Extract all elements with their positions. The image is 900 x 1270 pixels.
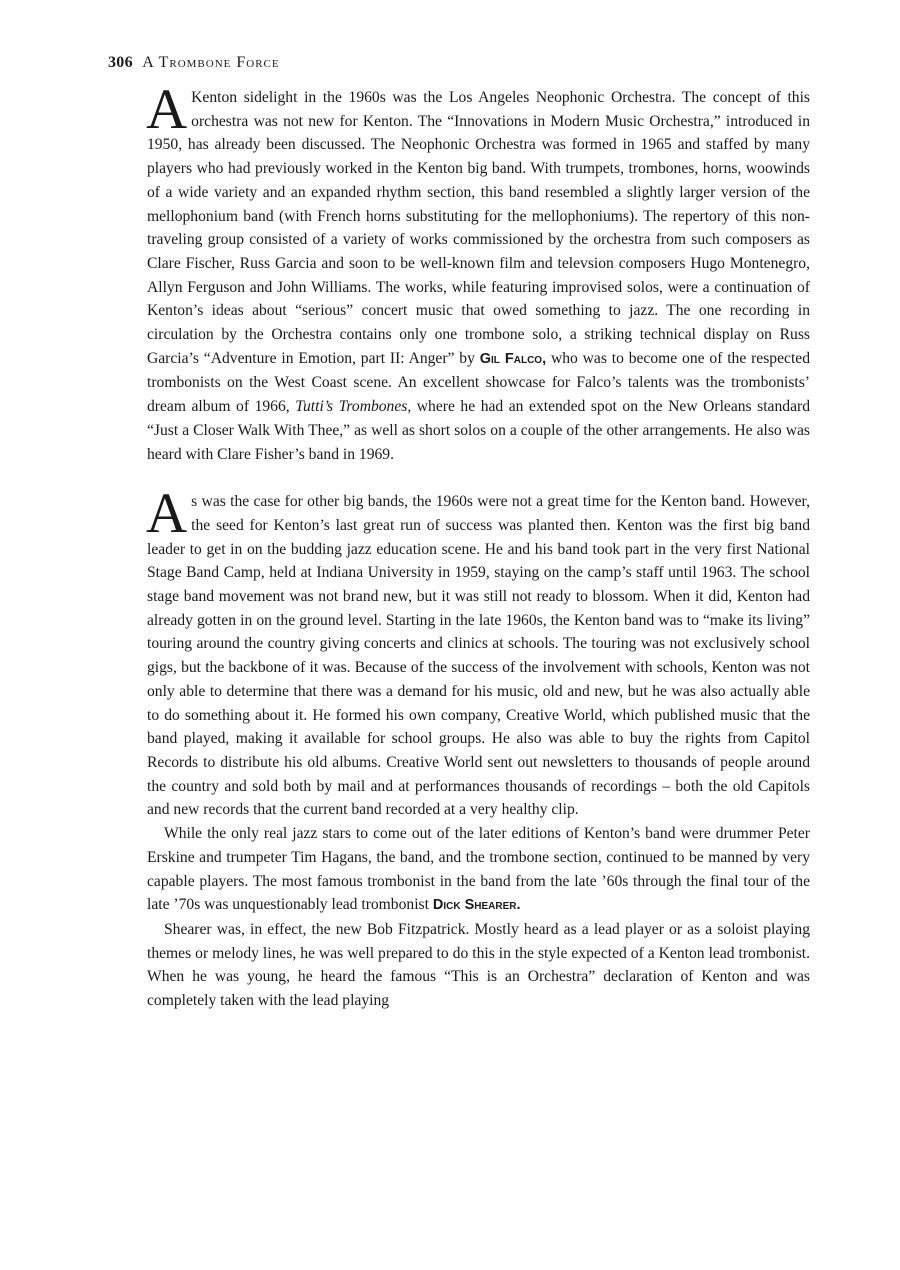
drop-cap: A bbox=[146, 482, 188, 546]
paragraph-later-editions bbox=[147, 822, 810, 918]
paragraph-text: Kenton sidelight in the 1960s was the Los Angeles Neophonic Orchestra. The concept of this orchestra was not new for Kenton. The “Innovations in Modern Music Orchestra,” introduced in 1950, has already been discussed. The Neophonic Orchestra was formed in 1965 and staffed by many players who had previously worked in the Kenton big band. With trumpets, trombones, horns, woowinds of a wide variety and an expanded rhythm section, this band resembled a slightly larger version of the mellophonium band (with French horns substituting for the mellophoniums). The repertory of this non-traveling group consisted of a variety of works commissioned by the orchestra from such composers as Clare Fischer, Russ Garcia and soon to be well-known film and televsion composers Hugo Montenegro, Allyn Ferguson and John Williams. The works, while featuring improvised solos, were a continuation of Kenton’s ideas about “serious” concert music that owed something to jazz. The one recording in circulation by the Orchestra contains only one trombone solo, a striking technical display on Russ Garcia’s “Adventure in Emotion, part II: Anger” by bbox=[147, 89, 810, 367]
paragraph-text: Shearer was, in effect, the new Bob Fitzpatrick. Mostly heard as a lead player or as a soloist playing themes or melody lines, he was well prepared to do this in the style expected of a Kenton lead trombonist. When he was young, he heard the famous “This is an Orchestra” declaration of Kenton and was completely taken with the lead playing bbox=[147, 920, 810, 1010]
album-title: Tutti’s Trombones, bbox=[295, 398, 412, 416]
running-head bbox=[108, 54, 280, 72]
person-name: Gil Falco, bbox=[479, 350, 547, 367]
paragraph-text: While the only real jazz stars to come out of the later editions of Kenton’s band were drummer Peter Erskine and trumpeter Tim Hagans, the band, and the trombone section, continued to be manned by very capable players. The most famous trombonist in the band from the late ’60s through the final tour of the late ’70s was unquestionably lead trombonist bbox=[147, 825, 810, 914]
running-title: A Trombone Force bbox=[142, 54, 280, 71]
body-text bbox=[146, 78, 810, 1013]
paragraph-gap bbox=[147, 466, 810, 490]
paragraph-education bbox=[146, 482, 810, 822]
paragraph-neophonic bbox=[146, 78, 810, 466]
paragraph-shearer bbox=[147, 918, 810, 1013]
page-number: 306 bbox=[108, 54, 133, 71]
paragraph-text: who was to become one of the respected trombonists on the West Coast scene. An excellent showcase for Falco’s talents was the trombonists’ dream album of 1966, bbox=[147, 349, 810, 416]
person-name: Dick Shearer. bbox=[432, 897, 521, 914]
drop-cap: A bbox=[146, 78, 188, 141]
paragraph-text: s was the case for other big bands, the 1960s were not a great time for the Kenton band. However, the seed for Kenton’s last great run of success was planted then. Kenton was the first big band leader to get in on the budding jazz education scene. He and his band took part in the very first National Stage Band Camp, held at Indiana University in 1959, staying on the camp’s staff until 1963. The school stage band movement was not brand new, but it was still not ready to blossom. When it did, Kenton had already gotten in on the ground level. Starting in the late 1960s, the Kenton band was to “make its living” touring around the country giving concerts and clinics at schools. The touring was not exclusively school gigs, but the backbone of it was. Because of the success of the involvement with schools, Kenton was not only able to determine that there was a demand for his music, old and new, but he was also actually able to do something about it. He formed his own company, Creative World, which published music that the band played, making it available for school groups. He also was able to buy the rights from Capitol Records to distribute his old albums. Creative World sent out newsletters to thousands of people around the country and sold both by mail and at performances thousands of recordings – both the old Capitols and new records that the current band recorded at a very healthy clip. bbox=[147, 493, 810, 819]
paragraph-text: where he had an extended spot on the New Orleans standard “Just a Closer Walk With Thee,” as well as short solos on a couple of the other arrangements. He also was heard with Clare Fisher’s band in 1969. bbox=[147, 398, 810, 463]
